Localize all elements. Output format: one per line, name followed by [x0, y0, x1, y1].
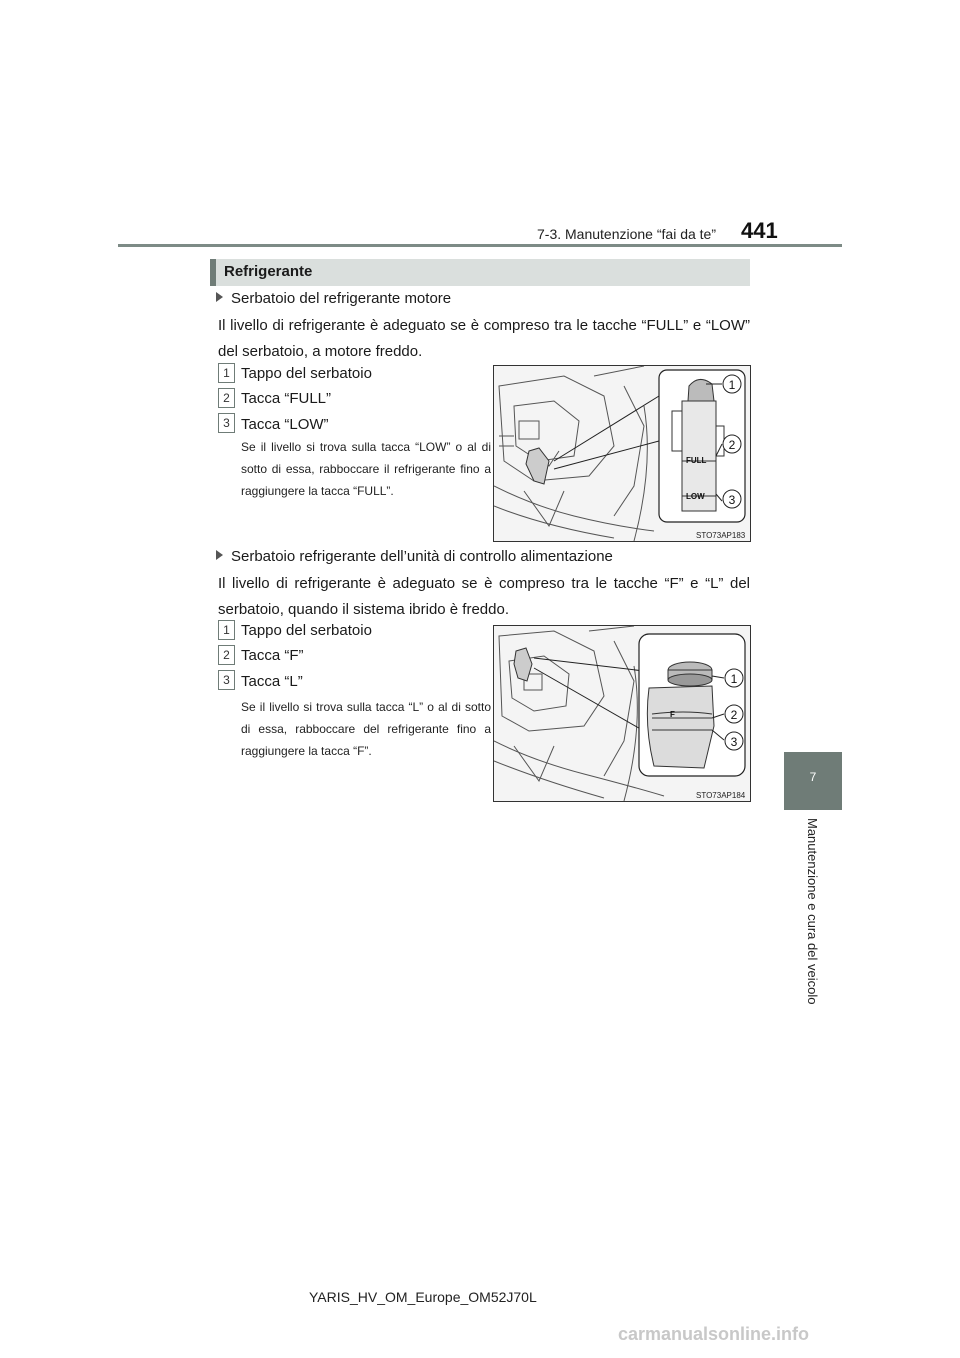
chapter-tab-number: 7	[809, 770, 817, 784]
engine-coolant-reservoir-figure	[493, 365, 751, 542]
document-id: YARIS_HV_OM_Europe_OM52J70L	[309, 1289, 537, 1305]
pcu-coolant-reservoir-figure	[493, 625, 751, 802]
figure-label-f: F	[670, 710, 675, 719]
chapter-tab-title: Manutenzione e cura del veicolo	[805, 818, 820, 1005]
legend-label-3: Tacca “L”	[241, 673, 303, 690]
callout-3: 3	[728, 493, 736, 507]
callout-3: 3	[730, 735, 738, 749]
section-header-accent	[210, 259, 216, 286]
subsection-bullet-pcu-coolant	[216, 548, 613, 565]
legend-label-2: Tacca “FULL”	[241, 390, 332, 407]
section-title: Refrigerante	[224, 263, 313, 280]
legend-label-2: Tacca “F”	[241, 647, 304, 664]
figure-code: STO73AP183	[696, 531, 746, 540]
legend-number-3: 3	[218, 670, 235, 690]
callout-1: 1	[730, 672, 738, 686]
figure-code: STO73AP184	[696, 791, 746, 800]
legend-label-3: Tacca “LOW”	[241, 416, 329, 433]
bullet-text: Serbatoio refrigerante dell’unità di controllo alimentazione	[231, 548, 613, 565]
legend-label-1: Tappo del serbatoio	[241, 622, 372, 639]
legend-number-1: 1	[218, 620, 235, 640]
triangle-bullet-icon	[216, 292, 223, 302]
pcu-coolant-note: Se il livello si trova sulla tacca “L” o al di sotto di essa, rabboccare del refrigerante fino a raggiungere la tacca “F”.	[241, 700, 491, 758]
engine-coolant-paragraph: Il livello di refrigerante è adeguato se è compreso tra le tacche “FULL” e “LOW” del serbatoio, a motore freddo.	[218, 317, 750, 360]
watermark: carmanualsonline.info	[618, 1324, 810, 1344]
pcu-coolant-paragraph: Il livello di refrigerante è adeguato se è compreso tra le tacche “F” e “L” del serbatoio, quando il sistema ibrido è freddo.	[218, 575, 750, 618]
figure-label-low: LOW	[686, 492, 705, 501]
callout-2: 2	[730, 708, 738, 722]
legend-number-1: 1	[218, 363, 235, 383]
subsection-bullet-engine-coolant	[216, 290, 451, 307]
engine-bay-illustration	[494, 366, 750, 541]
callout-2: 2	[728, 438, 736, 452]
running-header-section: 7-3. Manutenzione “fai da te”	[537, 226, 716, 242]
page-number: 441	[741, 218, 778, 243]
engine-bay-illustration	[494, 626, 750, 801]
engine-coolant-note: Se il livello si trova sulla tacca “LOW” o al di sotto di essa, rabboccare il refrigerante fino a raggiungere la tacca “FULL”.	[241, 440, 491, 498]
legend-label-1: Tappo del serbatoio	[241, 365, 372, 382]
figure-label-full: FULL	[686, 456, 707, 465]
legend-number-3: 3	[218, 413, 235, 433]
bullet-text: Serbatoio del refrigerante motore	[231, 290, 452, 307]
callout-1: 1	[728, 378, 736, 392]
triangle-bullet-icon	[216, 550, 223, 560]
legend-number-2: 2	[218, 645, 235, 665]
legend-number-2: 2	[218, 388, 235, 408]
header-rule	[118, 244, 842, 247]
